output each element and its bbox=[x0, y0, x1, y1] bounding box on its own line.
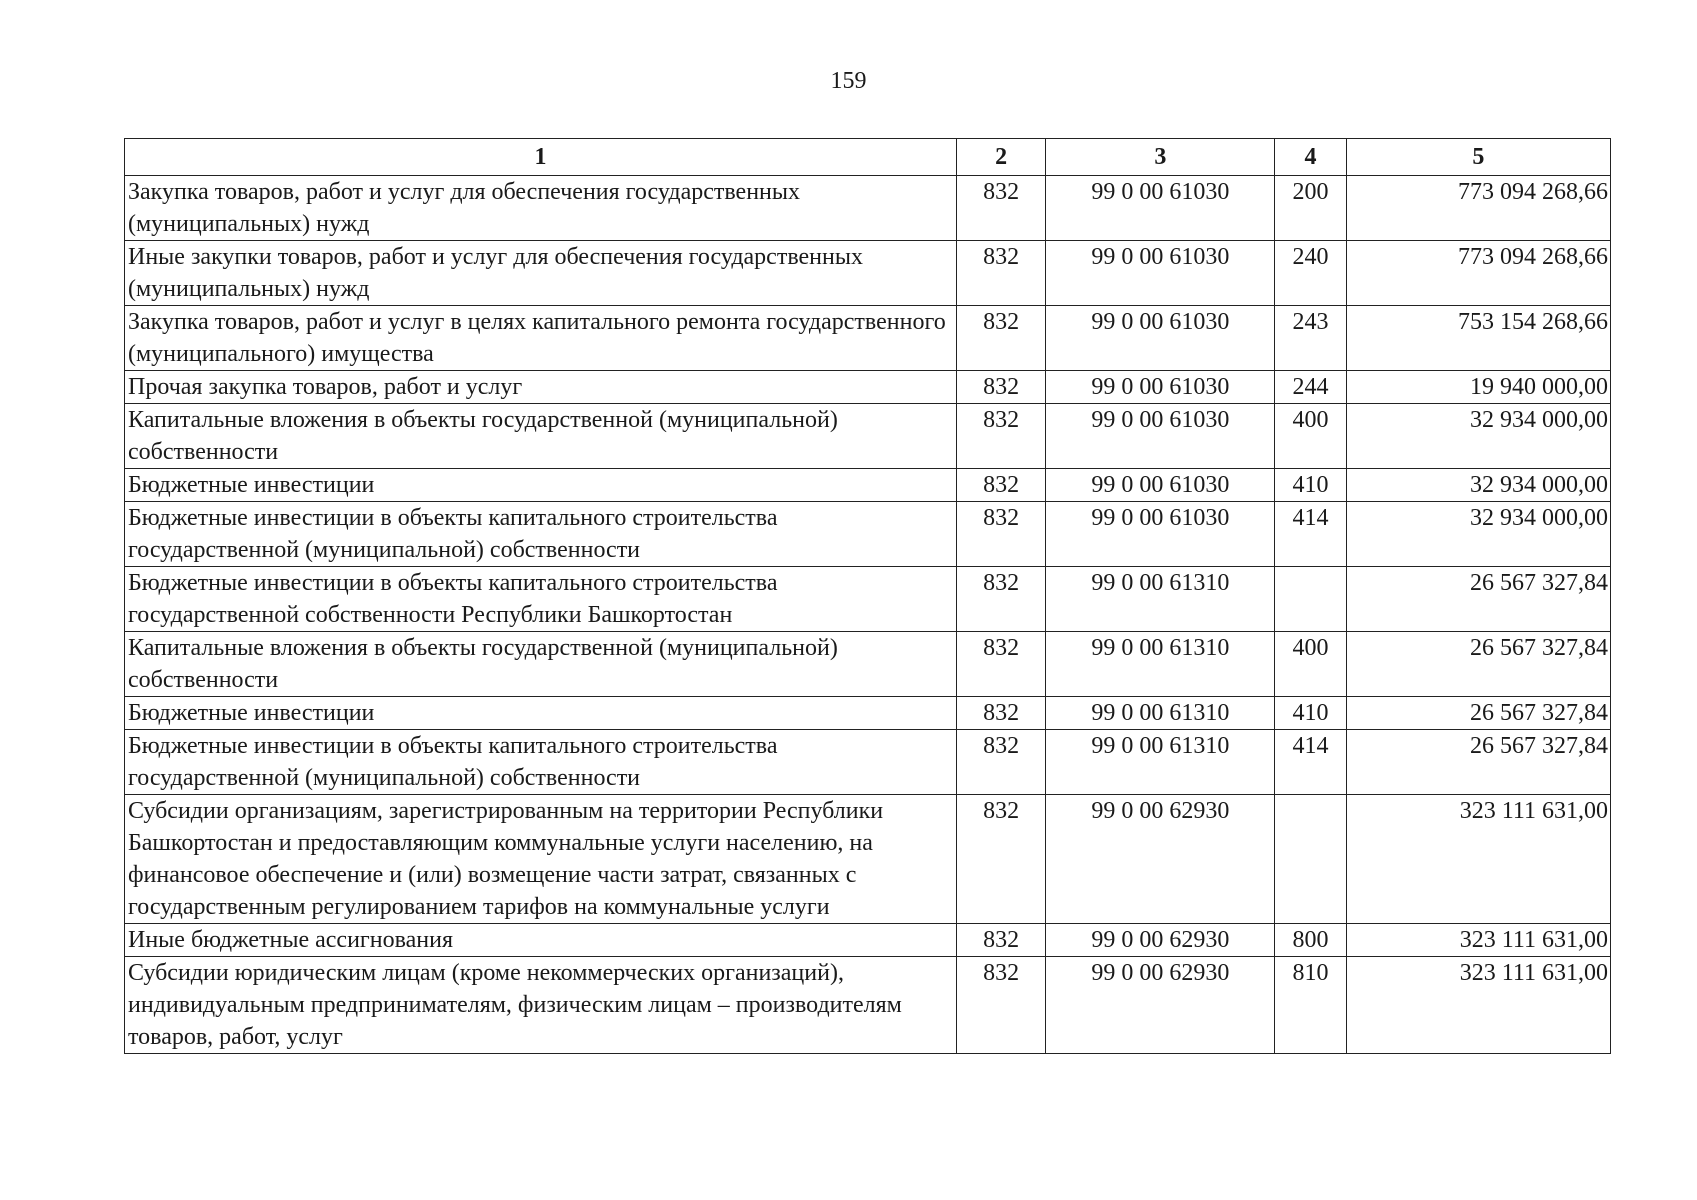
budget-table bbox=[124, 138, 1611, 1054]
header-cell-2: 2 bbox=[956, 139, 1045, 176]
cell-name: Иные закупки товаров, работ и услуг для обеспечения государственных (муниципальных) нужд bbox=[125, 241, 957, 306]
cell-department-code: 832 bbox=[956, 924, 1045, 957]
cell-target-article: 99 0 00 61310 bbox=[1046, 697, 1275, 730]
cell-target-article: 99 0 00 61030 bbox=[1046, 502, 1275, 567]
cell-expense-type: 410 bbox=[1275, 697, 1346, 730]
cell-name: Бюджетные инвестиции bbox=[125, 469, 957, 502]
table-row bbox=[125, 730, 1611, 795]
table-row bbox=[125, 957, 1611, 1054]
table-header bbox=[125, 139, 1611, 176]
table-row bbox=[125, 469, 1611, 502]
cell-target-article: 99 0 00 61030 bbox=[1046, 404, 1275, 469]
cell-department-code: 832 bbox=[956, 306, 1045, 371]
table-row bbox=[125, 632, 1611, 697]
cell-amount: 26 567 327,84 bbox=[1346, 567, 1610, 632]
cell-expense-type: 240 bbox=[1275, 241, 1346, 306]
cell-name: Бюджетные инвестиции в объекты капитального строительства государственной (муниципальной) собственности bbox=[125, 502, 957, 567]
cell-amount: 32 934 000,00 bbox=[1346, 404, 1610, 469]
cell-target-article: 99 0 00 61030 bbox=[1046, 469, 1275, 502]
cell-department-code: 832 bbox=[956, 730, 1045, 795]
cell-expense-type: 400 bbox=[1275, 632, 1346, 697]
cell-expense-type: 410 bbox=[1275, 469, 1346, 502]
cell-department-code: 832 bbox=[956, 371, 1045, 404]
header-cell-4: 4 bbox=[1275, 139, 1346, 176]
cell-name: Субсидии организациям, зарегистрированным на территории Республики Башкортостан и предоставляющим коммунальные услуги населению, на финансовое обеспечение и (или) возмещение части затрат, связанных с государственным регулированием тарифов на коммунальные услуги bbox=[125, 795, 957, 924]
cell-department-code: 832 bbox=[956, 567, 1045, 632]
table-row bbox=[125, 306, 1611, 371]
header-row bbox=[125, 139, 1611, 176]
cell-name: Капитальные вложения в объекты государственной (муниципальной) собственности bbox=[125, 404, 957, 469]
cell-target-article: 99 0 00 62930 bbox=[1046, 795, 1275, 924]
cell-name: Капитальные вложения в объекты государственной (муниципальной) собственности bbox=[125, 632, 957, 697]
cell-name: Иные бюджетные ассигнования bbox=[125, 924, 957, 957]
cell-amount: 323 111 631,00 bbox=[1346, 795, 1610, 924]
cell-expense-type: 244 bbox=[1275, 371, 1346, 404]
table-row bbox=[125, 241, 1611, 306]
cell-amount: 32 934 000,00 bbox=[1346, 502, 1610, 567]
cell-name: Бюджетные инвестиции bbox=[125, 697, 957, 730]
cell-amount: 19 940 000,00 bbox=[1346, 371, 1610, 404]
cell-target-article: 99 0 00 62930 bbox=[1046, 957, 1275, 1054]
cell-expense-type: 414 bbox=[1275, 730, 1346, 795]
cell-amount: 773 094 268,66 bbox=[1346, 176, 1610, 241]
table-row bbox=[125, 404, 1611, 469]
cell-expense-type: 800 bbox=[1275, 924, 1346, 957]
cell-target-article: 99 0 00 61310 bbox=[1046, 730, 1275, 795]
cell-target-article: 99 0 00 62930 bbox=[1046, 924, 1275, 957]
cell-department-code: 832 bbox=[956, 632, 1045, 697]
cell-department-code: 832 bbox=[956, 795, 1045, 924]
cell-expense-type bbox=[1275, 795, 1346, 924]
cell-expense-type: 200 bbox=[1275, 176, 1346, 241]
table-row bbox=[125, 567, 1611, 632]
table-row bbox=[125, 502, 1611, 567]
cell-expense-type: 243 bbox=[1275, 306, 1346, 371]
cell-expense-type: 414 bbox=[1275, 502, 1346, 567]
cell-amount: 26 567 327,84 bbox=[1346, 697, 1610, 730]
cell-target-article: 99 0 00 61310 bbox=[1046, 567, 1275, 632]
cell-target-article: 99 0 00 61030 bbox=[1046, 306, 1275, 371]
cell-target-article: 99 0 00 61030 bbox=[1046, 241, 1275, 306]
cell-amount: 753 154 268,66 bbox=[1346, 306, 1610, 371]
cell-name: Прочая закупка товаров, работ и услуг bbox=[125, 371, 957, 404]
table-body bbox=[125, 176, 1611, 1054]
cell-amount: 26 567 327,84 bbox=[1346, 632, 1610, 697]
cell-department-code: 832 bbox=[956, 241, 1045, 306]
cell-expense-type: 810 bbox=[1275, 957, 1346, 1054]
page-number: 159 bbox=[830, 68, 867, 94]
cell-department-code: 832 bbox=[956, 404, 1045, 469]
cell-amount: 773 094 268,66 bbox=[1346, 241, 1610, 306]
cell-target-article: 99 0 00 61030 bbox=[1046, 371, 1275, 404]
cell-department-code: 832 bbox=[956, 957, 1045, 1054]
table-row bbox=[125, 795, 1611, 924]
cell-department-code: 832 bbox=[956, 502, 1045, 567]
table-row bbox=[125, 924, 1611, 957]
header-cell-3: 3 bbox=[1046, 139, 1275, 176]
cell-name: Субсидии юридическим лицам (кроме некоммерческих организаций), индивидуальным предпринимателям, физическим лицам – производителям товаров, работ, услуг bbox=[125, 957, 957, 1054]
cell-amount: 323 111 631,00 bbox=[1346, 957, 1610, 1054]
cell-name: Закупка товаров, работ и услуг в целях капитального ремонта государственного (муниципального) имущества bbox=[125, 306, 957, 371]
table-row bbox=[125, 371, 1611, 404]
cell-department-code: 832 bbox=[956, 176, 1045, 241]
cell-expense-type bbox=[1275, 567, 1346, 632]
cell-department-code: 832 bbox=[956, 697, 1045, 730]
cell-amount: 323 111 631,00 bbox=[1346, 924, 1610, 957]
header-cell-1: 1 bbox=[125, 139, 957, 176]
cell-expense-type: 400 bbox=[1275, 404, 1346, 469]
header-cell-5: 5 bbox=[1346, 139, 1610, 176]
table-row bbox=[125, 176, 1611, 241]
cell-name: Бюджетные инвестиции в объекты капитального строительства государственной собственности Республики Башкортостан bbox=[125, 567, 957, 632]
cell-name: Закупка товаров, работ и услуг для обеспечения государственных (муниципальных) нужд bbox=[125, 176, 957, 241]
cell-amount: 26 567 327,84 bbox=[1346, 730, 1610, 795]
table-row bbox=[125, 697, 1611, 730]
cell-target-article: 99 0 00 61310 bbox=[1046, 632, 1275, 697]
cell-name: Бюджетные инвестиции в объекты капитального строительства государственной (муниципальной) собственности bbox=[125, 730, 957, 795]
cell-amount: 32 934 000,00 bbox=[1346, 469, 1610, 502]
cell-target-article: 99 0 00 61030 bbox=[1046, 176, 1275, 241]
cell-department-code: 832 bbox=[956, 469, 1045, 502]
